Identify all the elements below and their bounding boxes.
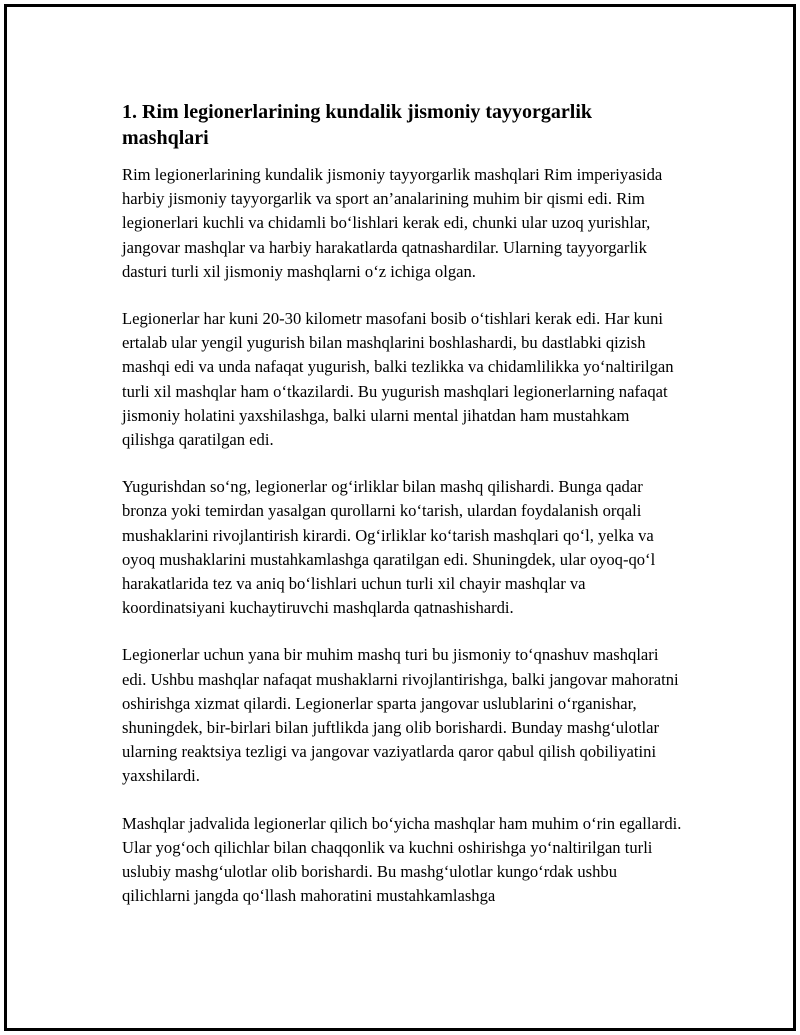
paragraph-1: Rim legionerlarining kundalik jismoniy tayyorgarlik mashqlari Rim imperiyasida harbiy jismoniy tayyorgarlik va sport an’analarining muhim bir qismi edi. Rim legionerlari kuchli va chidamli bo‘lishlari kerak edi, chunki ular uzoq yurishlar, jangovar mashqlar va harbiy harakatlarda qatnashardilar. Ularning tayyorgarlik dasturi turli xil jismoniy mashqlarni o‘z ichiga olgan. — [122, 165, 663, 281]
section-heading: 1. Rim legionerlarining kundalik jismoniy tayyorgarlik mashqlari — [122, 101, 593, 149]
paragraph-3: Yugurishdan so‘ng, legionerlar og‘irliklar bilan mashq qilishardi. Bunga qadar bronza yoki temirdan yasalgan qurollarni ko‘tarish, ulardan foydalanish orqali mushaklarini rivojlantirish kirardi. Og‘irliklar ko‘tarish mashqlari qo‘l, yelka va oyoq mushaklarini mustahkamlashga qaratilgan edi. Shuningdek, ular oyoq-qo‘l harakatlarida tez va aniq bo‘lishlari uchun turli xil chayir mashqlar va koordinatsiyani kuchaytiruvchi mashqlarda qatnashishardi. — [122, 477, 656, 618]
paragraph-2: Legionerlar har kuni 20-30 kilometr masofani bosib o‘tishlari kerak edi. Har kuni ertalab ular yengil yugurish bilan mashqlarini boshlashardi, bu dastlabki qizish mashqi edi va unda nafaqat yugurish, balki tezlikka va chidamlilikka yo‘naltirilgan turli xil mashqlar ham o‘tkazilardi. Bu yugurish mashqlari legionerlarning nafaqat jismoniy holatini yaxshilashga, balki ularni mental jihatdan ham mustahkam qilishga qaratilgan edi. — [122, 309, 674, 450]
page-frame — [4, 4, 796, 1031]
paragraph-4: Legionerlar uchun yana bir muhim mashq turi bu jismoniy to‘qnashuv mashqlari edi. Ushbu mashqlar nafaqat mushaklarni rivojlantirishga, balki jangovar mahoratni oshirishga xizmat qilardi. Legionerlar sparta jangovar uslublarini o‘rganishar, shuningdek, bir-birlari bilan juftlikda jang olib borishardi. Bunday mashg‘ulotlar ularning reaktsiya tezligi va jangovar vaziyatlarda qaror qabul qilish qobiliyatini yaxshilardi. — [122, 645, 679, 786]
document-body — [122, 99, 682, 931]
paragraph-5: Mashqlar jadvalida legionerlar qilich bo‘yicha mashqlar ham muhim o‘rin egallardi. Ular yog‘och qilichlar bilan chaqqonlik va kuchni oshirishga yo‘naltirilgan turli uslubiy mashg‘ulotlar olib borishardi. Bu mashg‘ulotlar kungo‘rdak ushbu qilichlarni jangda qo‘llash mahoratini mustahkamlashga — [122, 813, 682, 906]
